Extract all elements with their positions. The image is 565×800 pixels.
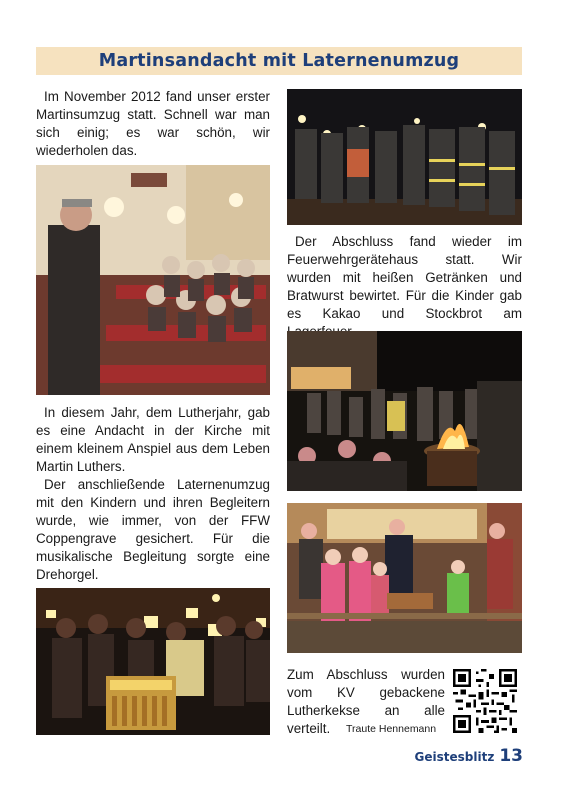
page-title: Martinsandacht mit Laternenumzug	[98, 51, 460, 71]
page-number: 13	[499, 746, 523, 766]
paragraph-intro: Im November 2012 fand unser erster Martinsumzug statt. Schnell war man sich einig; es war schön, wir wiederholen das.	[36, 89, 270, 158]
photo-firefighters-night	[287, 89, 522, 225]
magazine-name: Geistesblitz	[414, 750, 495, 764]
paragraph-lutherjahr: In diesem Jahr, dem Lutherjahr, gab es eine Andacht in der Kirche mit einem kleinem Anspiel aus dem Leben Martin Luthers.	[36, 405, 270, 474]
qr-code-icon[interactable]	[453, 669, 517, 733]
photo-fire-bowl	[287, 331, 522, 491]
paragraph-laternenumzug: Der anschließende Laternenumzug mit den Kindern und ihren Begleitern wurde, wie immer, von der FFW Coppengrave gesichert. Für die musikalische Begleitung sorgte eine Drehorgel.	[36, 477, 270, 582]
title-banner	[36, 47, 522, 75]
author-name: Traute Hennemann	[346, 723, 437, 735]
paragraph-kekse: Zum Abschluss wurden vom KV gebackene Lutherkekse an alle verteilt.	[287, 667, 445, 736]
photo-church-andacht	[36, 165, 270, 395]
photo-drehorgel	[36, 588, 270, 735]
page-footer	[415, 746, 523, 766]
paragraph-abschluss-fw: Der Abschluss fand wieder im Feuerwehrgerätehaus statt. Wir wurden mit heißen Getränken und Bratwurst bewirtet. Für die Kinder gab es Kakao und Stockbrot am	[287, 234, 522, 321]
photo-children-stockbrot	[287, 503, 522, 653]
